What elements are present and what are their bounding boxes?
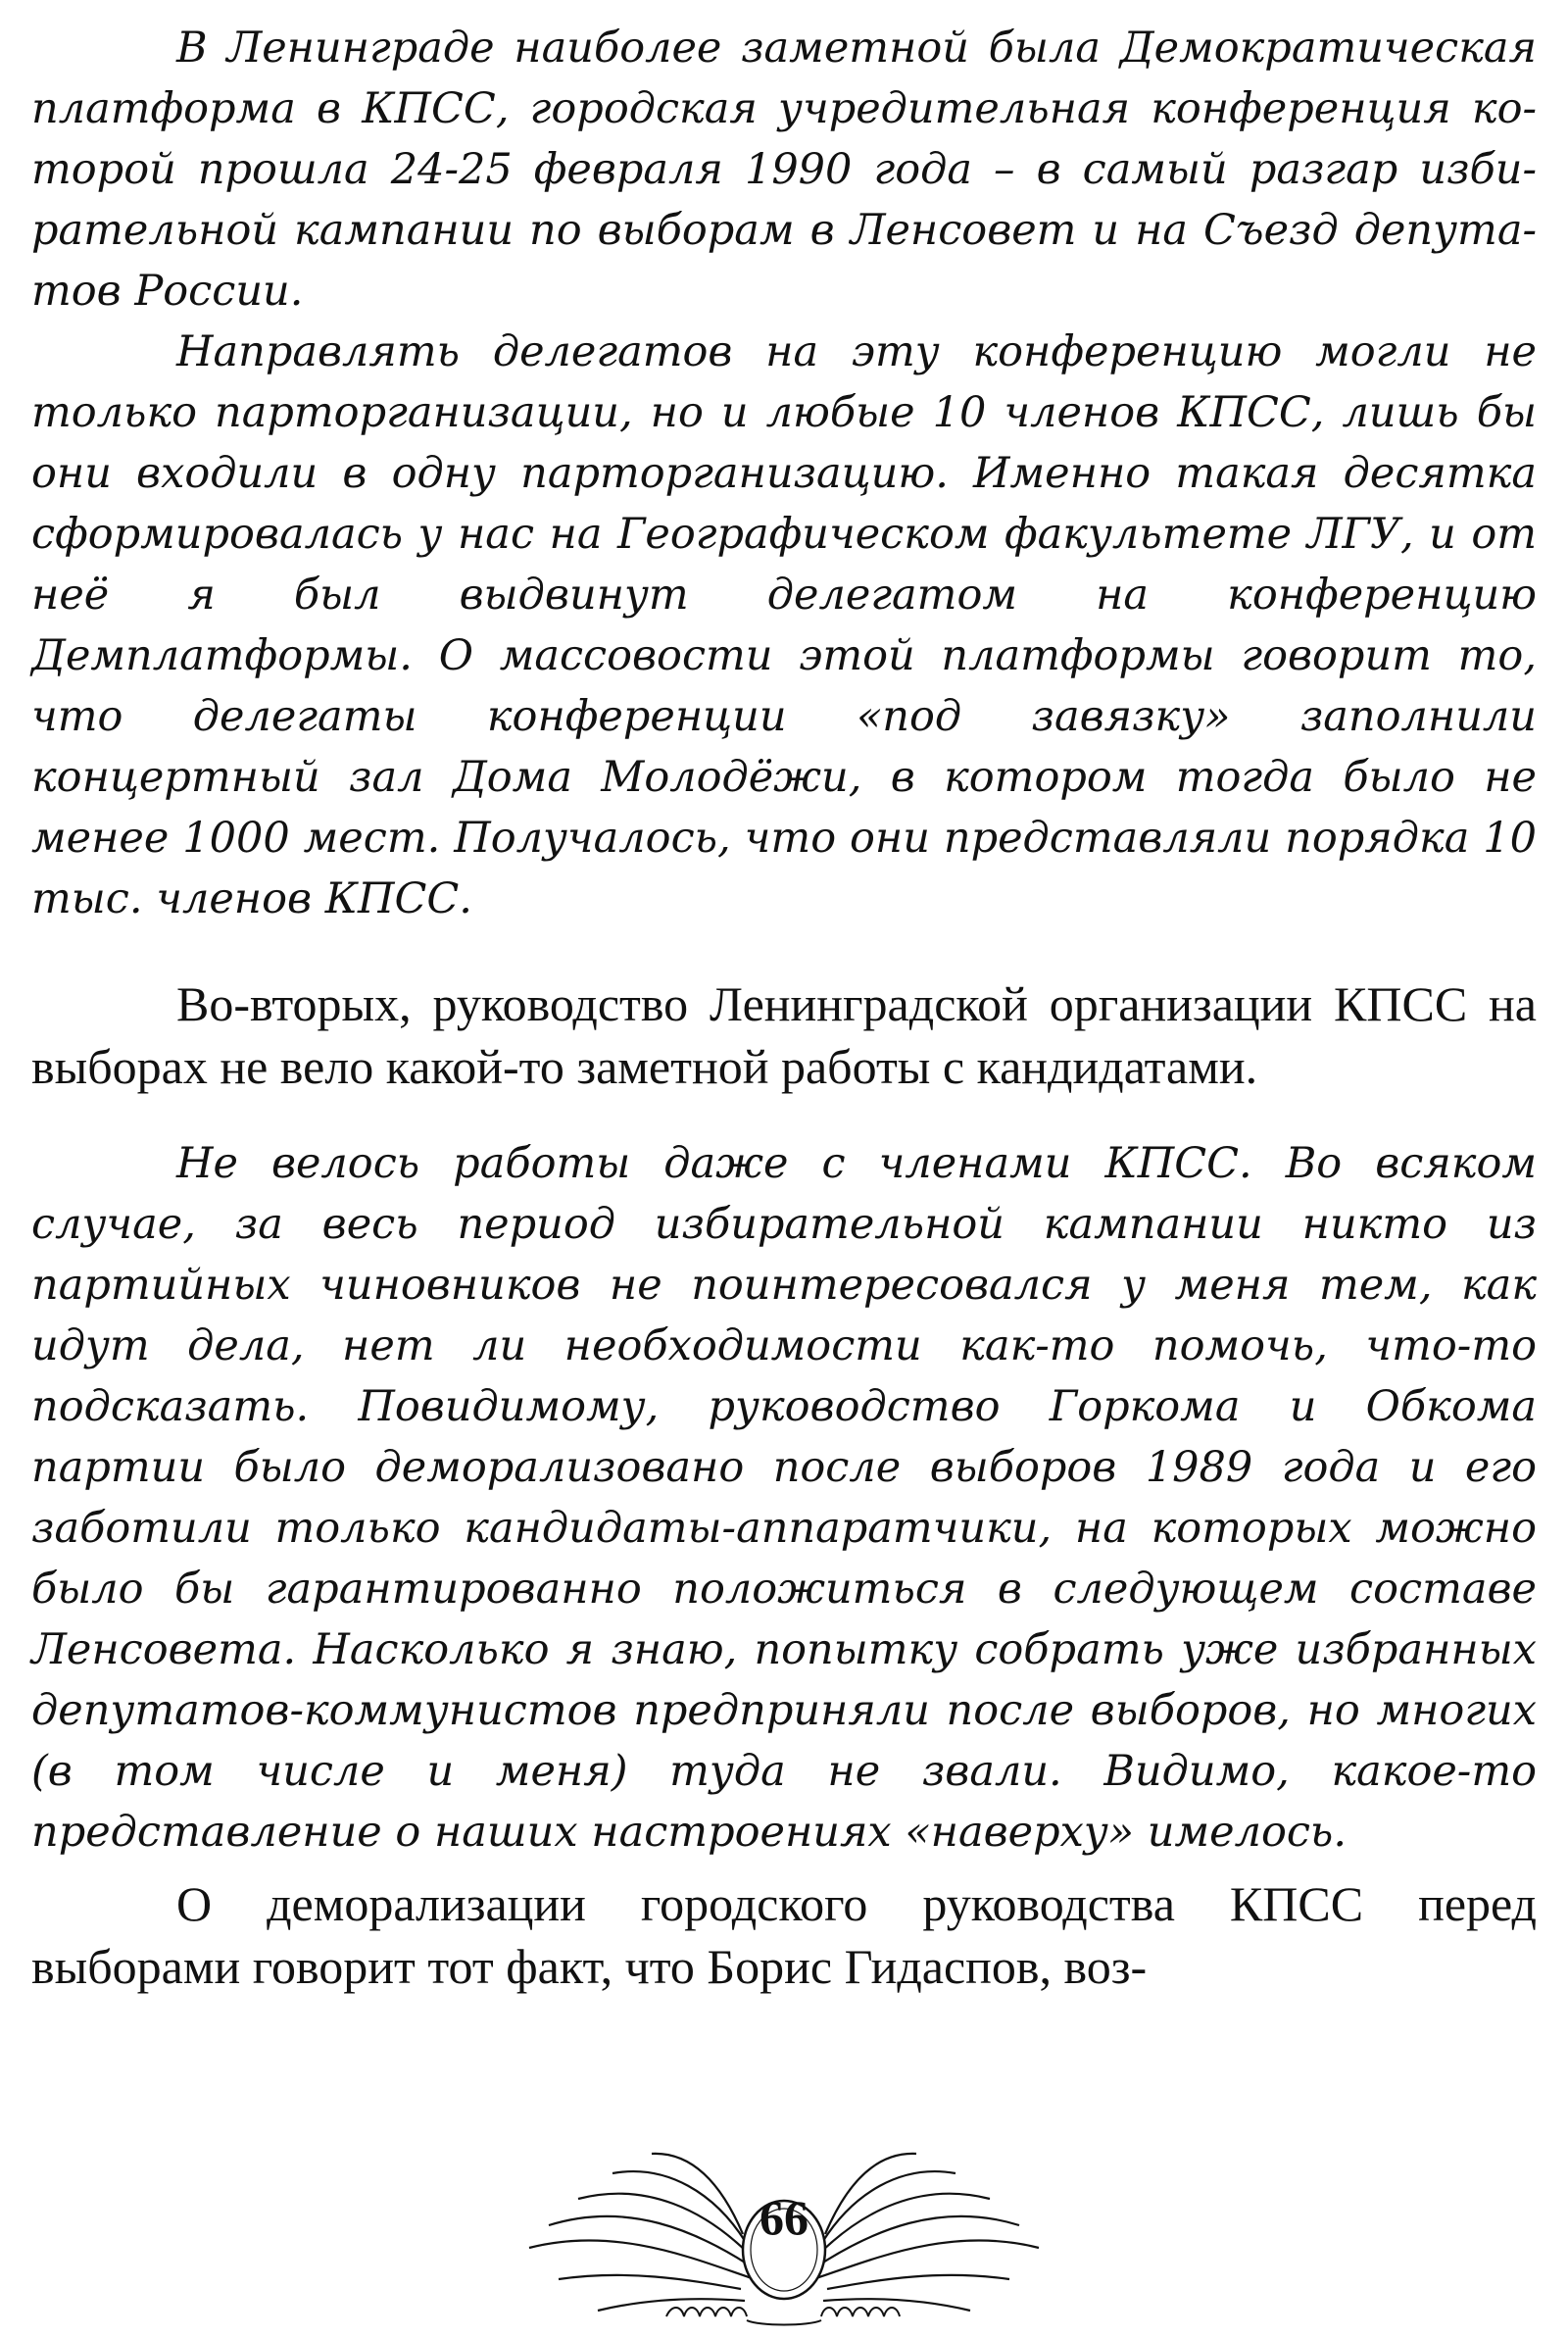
paragraph-4: Не велось работы даже с членами КПСС. Во всяком случае, за весь период избирательной кампании никто из партийных чиновников не поинтересовался у меня тем, как идут дела, нет ли необходимости как-то помочь, что-то подсказать. Повидимому, руководство Горкома и Обкома партии было деморализовано после выборов 1989 года и его заботили только кандидаты-аппаратчики, на которых можно было бы гарантированно положиться в следующем составе Ленсовета. Насколько я знаю, попытку собрать уже избранных депутатов-коммунистов предприняли после выборов, но многих (в том числе и меня) туда не звали. Видимо, какое-то представление о наших настроениях «наверху» имелось.: [31, 1139, 1537, 1857]
paragraph-5: О деморализации городского руководства КПСС перед выборами говорит тот факт, что Борис Гидаспов, воз-: [31, 1876, 1537, 1994]
paragraph-2: Направлять делегатов на эту конференцию могли не только парторганизации, но и любые 10 членов КПСС, лишь бы они входили в одну парторганизацию. Именно такая десятка сформировалась у нас на Географическом факультете ЛГУ, и от неё я был выдвинут делегатом на конференцию Демплатформы. О массовости этой платформы говорит то, что делегаты конференции «под завязку» заполнили концертный зал Дома Молодёжи, в котором тогда было не менее 1000 мест. Получалось, что они представляли порядка 10 тыс. членов КПСС.: [31, 327, 1537, 923]
paragraph-1: В Ленинграде наиболее заметной была Демократическая платформа в КПСС, городская учредительная конференция которой прошла 24-25 февраля 1990 года – в самый разгар избирательной кампании по выборам в Ленсовет и на Съезд депутатов России.: [31, 24, 1537, 316]
footer-ornament: [519, 2132, 1049, 2328]
paragraph-3: Во-вторых, руководство Ленинградской организации КПСС на выборах не вело какой-то заметной работы с кандидатами.: [31, 976, 1537, 1094]
page-number: 66: [760, 2190, 808, 2245]
page-body: [31, 18, 1537, 1998]
